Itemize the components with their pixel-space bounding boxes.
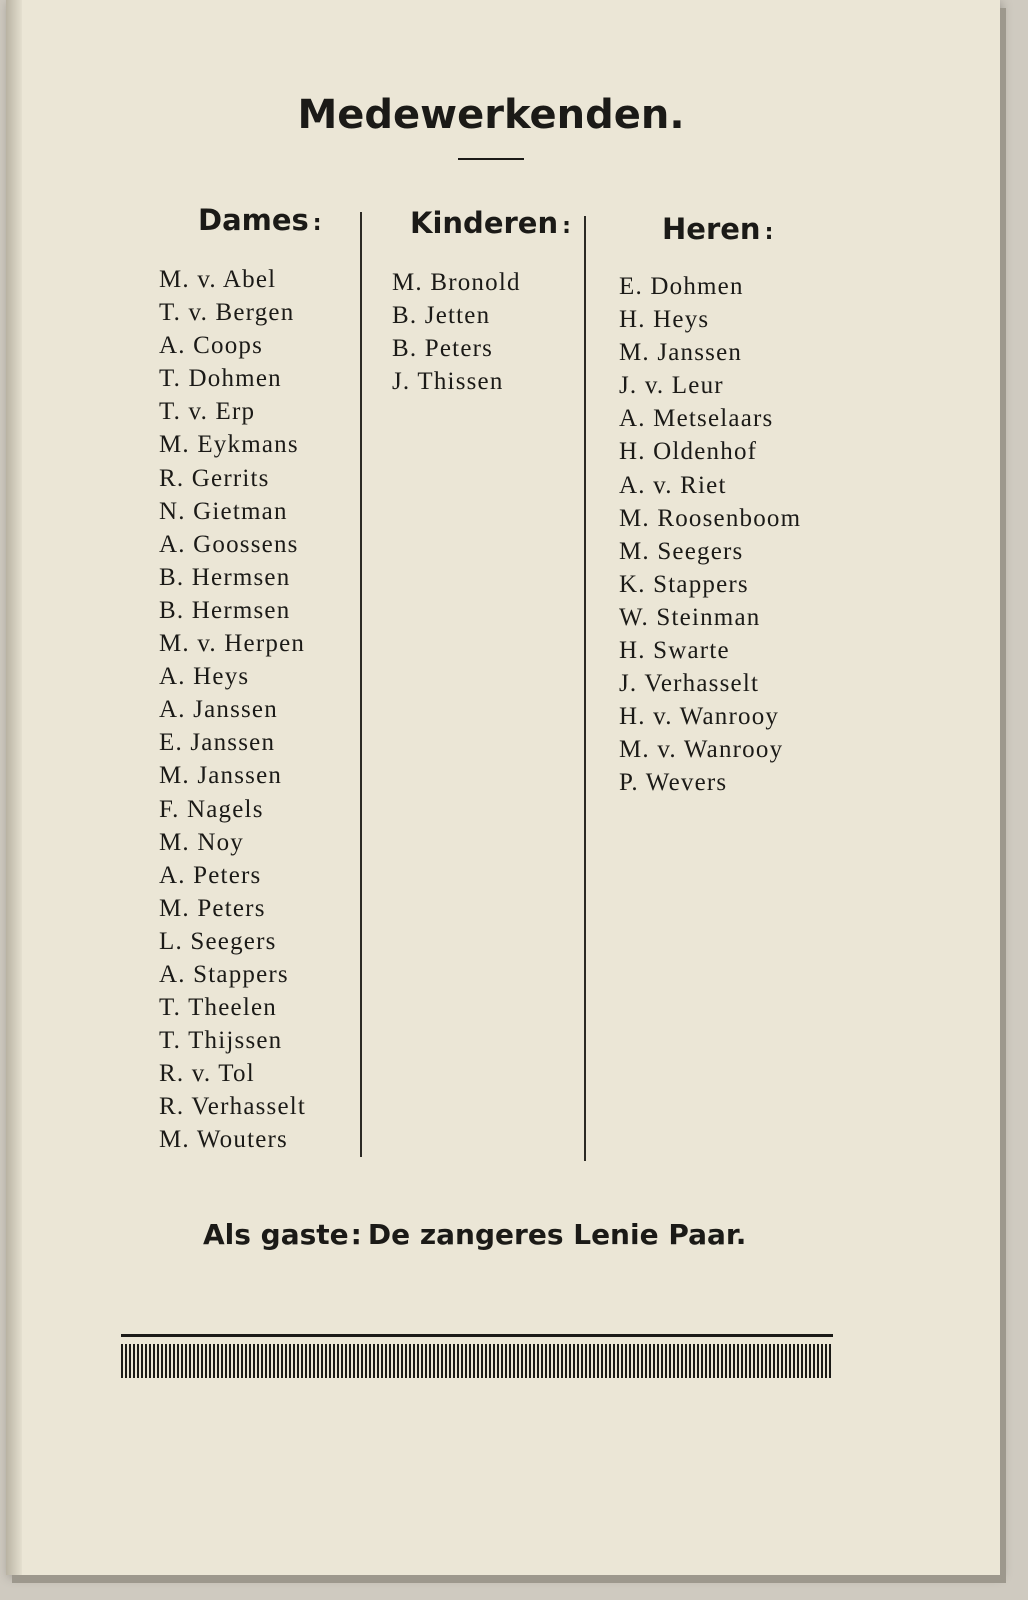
name-item-dames: B. Hermsen: [159, 596, 291, 624]
name-item-dames: T. v. Bergen: [159, 299, 295, 327]
name-item-dames: R. Verhasselt: [159, 1093, 307, 1121]
name-item-heren: J. Verhasselt: [619, 670, 760, 698]
name-item-heren: P. Wevers: [619, 769, 728, 797]
column-heading-heren: [662, 212, 773, 246]
name-list-heren: [619, 270, 801, 800]
page-title: Medewerkenden.: [297, 92, 685, 138]
name-item-kinderen: J. Thissen: [392, 368, 504, 396]
name-item-heren: E. Dohmen: [619, 273, 744, 300]
name-item-dames: A. Peters: [159, 861, 262, 889]
name-item-dames: M. v. Herpen: [159, 630, 306, 658]
name-item-heren: A. Metselaars: [619, 405, 774, 433]
name-item-heren: K. Stappers: [619, 570, 749, 598]
name-item-heren: M. Roosenboom: [619, 504, 802, 532]
column-heading-heren-label: Heren: [662, 212, 761, 246]
name-item-heren: M. Janssen: [619, 339, 743, 367]
name-item-dames: A. Stappers: [159, 960, 289, 988]
footer-rule: [121, 1334, 833, 1337]
name-item-dames: T. Theelen: [159, 994, 277, 1022]
name-item-dames: T. Dohmen: [159, 365, 282, 393]
column-divider-right: [584, 216, 586, 1161]
guest-text: De zangeres Lenie Paar.: [367, 1218, 747, 1251]
name-item-dames: M. v. Abel: [159, 266, 277, 293]
program-page: [6, 0, 1000, 1575]
name-item-dames: M. Janssen: [159, 762, 283, 790]
name-item-dames: M. Wouters: [159, 1126, 288, 1154]
column-heading-kinderen-colon: :: [562, 214, 571, 239]
name-item-heren: M. Seegers: [619, 537, 744, 565]
name-item-dames: T. v. Erp: [159, 398, 256, 426]
name-item-dames: M. Eykmans: [159, 431, 299, 459]
name-item-heren: H. Heys: [619, 306, 710, 334]
name-item-dames: T. Thijssen: [159, 1027, 283, 1055]
name-item-heren: M. v. Wanrooy: [619, 736, 784, 764]
name-list-kinderen: [392, 266, 521, 398]
column-heading-kinderen-label: Kinderen: [410, 206, 559, 240]
column-heading-heren-colon: :: [764, 220, 774, 245]
name-item-dames: E. Janssen: [159, 729, 276, 757]
guest-line: [203, 1218, 746, 1251]
footer-ornament-bar: [121, 1344, 833, 1378]
name-item-dames: R. v. Tol: [159, 1060, 255, 1088]
title-underline: [458, 158, 524, 160]
guest-label: Als gaste: [203, 1218, 349, 1251]
name-item-dames: L. Seegers: [159, 927, 277, 955]
name-item-kinderen: B. Jetten: [392, 302, 491, 330]
name-item-dames: B. Hermsen: [159, 563, 291, 591]
name-item-dames: F. Nagels: [159, 795, 264, 823]
name-item-dames: A. Heys: [159, 663, 250, 691]
column-heading-dames: [198, 203, 322, 237]
name-item-heren: H. v. Wanrooy: [619, 703, 780, 731]
name-list-dames: [159, 263, 306, 1157]
name-item-kinderen: B. Peters: [392, 335, 494, 363]
name-item-heren: J. v. Leur: [619, 372, 724, 400]
column-heading-kinderen: [410, 206, 571, 240]
page-spine: [6, 0, 22, 1575]
column-heading-dames-colon: :: [312, 211, 322, 236]
name-item-heren: W. Steinman: [619, 603, 761, 631]
column-heading-dames-label: Dames: [198, 203, 309, 237]
name-item-dames: N. Gietman: [159, 497, 288, 525]
name-item-dames: A. Coops: [159, 332, 264, 360]
column-divider-left: [360, 212, 362, 1157]
name-item-dames: R. Gerrits: [159, 464, 270, 492]
guest-separator: :: [350, 1218, 362, 1251]
name-item-heren: H. Oldenhof: [619, 438, 758, 466]
name-item-heren: A. v. Riet: [619, 471, 727, 499]
name-item-heren: H. Swarte: [619, 637, 730, 665]
name-item-dames: M. Peters: [159, 894, 266, 922]
name-item-kinderen: M. Bronold: [392, 269, 521, 296]
name-item-dames: M. Noy: [159, 828, 244, 856]
name-item-dames: A. Goossens: [159, 530, 299, 558]
name-item-dames: A. Janssen: [159, 696, 278, 724]
